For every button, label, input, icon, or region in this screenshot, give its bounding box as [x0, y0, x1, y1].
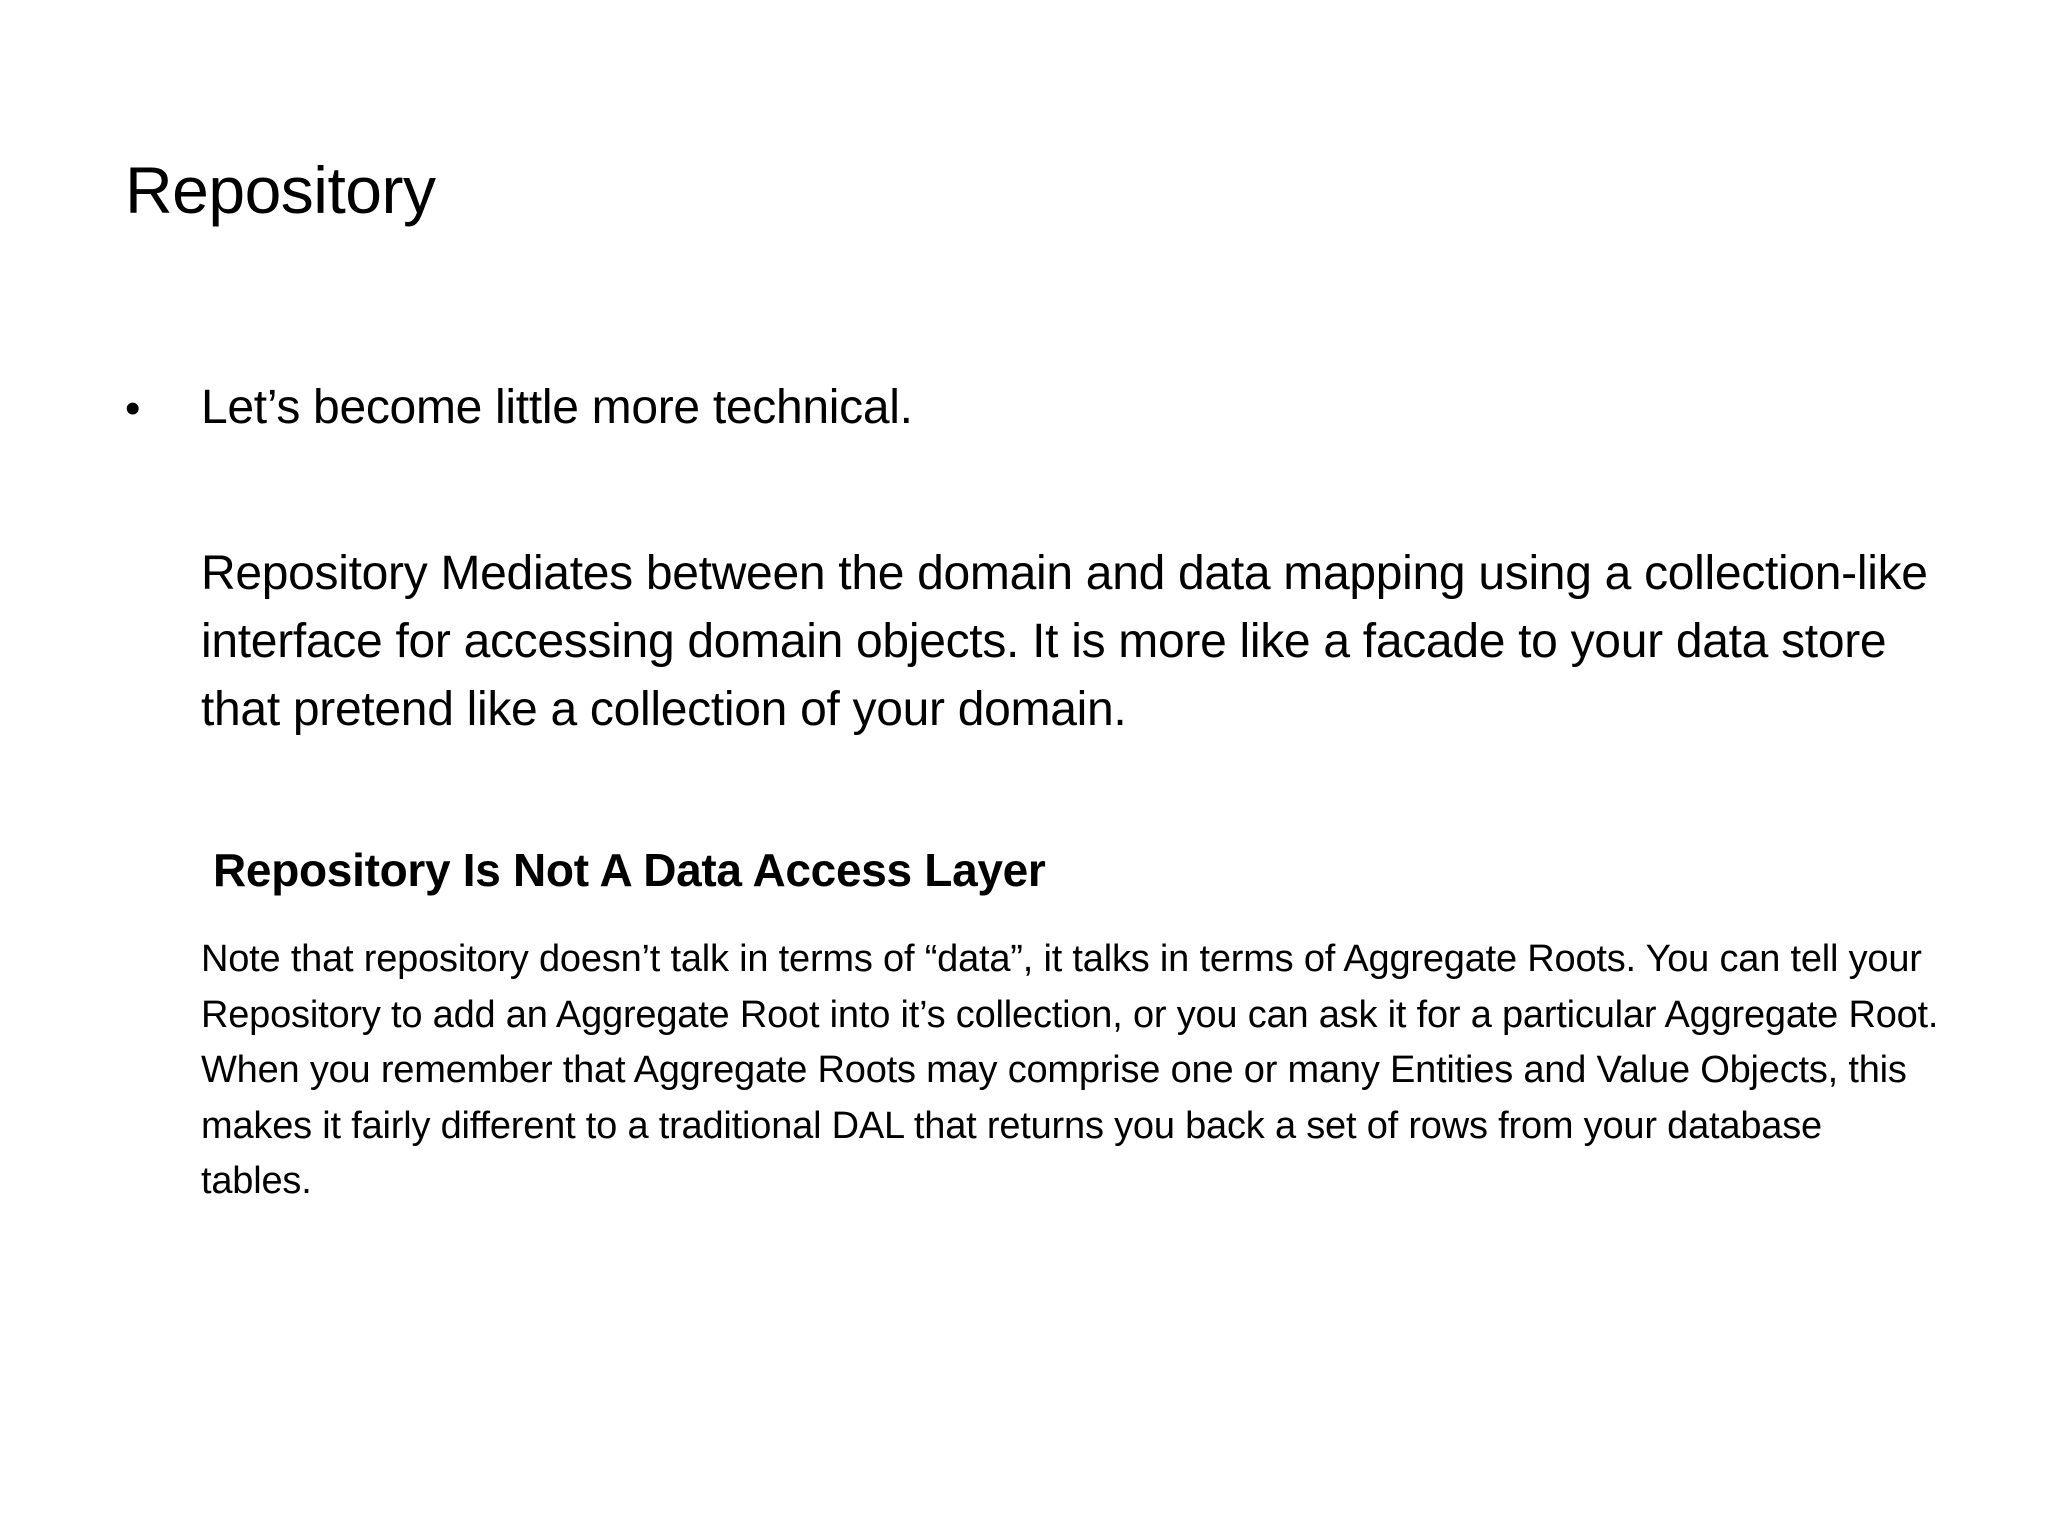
- bullet-item: [125, 378, 913, 439]
- definition-paragraph: Repository Mediates between the domain and data mapping using a collection-like interface for accessing domain objects. It is more like a facade to your data store that pretend like a collection of your domain.: [201, 547, 1928, 736]
- bullet-icon: •: [125, 384, 141, 433]
- note-paragraph: Note that repository doesn’t talk in terms of “data”, it talks in terms of Aggregate Roots. You can tell your Repository to add an Aggregate Root into it’s collection, or you can ask it for a particular Aggregate Root. When you remember that Aggregate Roots may comprise one or many Entities and Value Objects, this makes it fairly different to a traditional DAL that returns you back a set of rows from your database tables.: [201, 938, 1939, 1202]
- bullet-text: Let’s become little more technical.: [201, 381, 913, 434]
- slide-title: Repository: [125, 153, 436, 227]
- subheading: Repository Is Not A Data Access Layer: [213, 844, 1046, 896]
